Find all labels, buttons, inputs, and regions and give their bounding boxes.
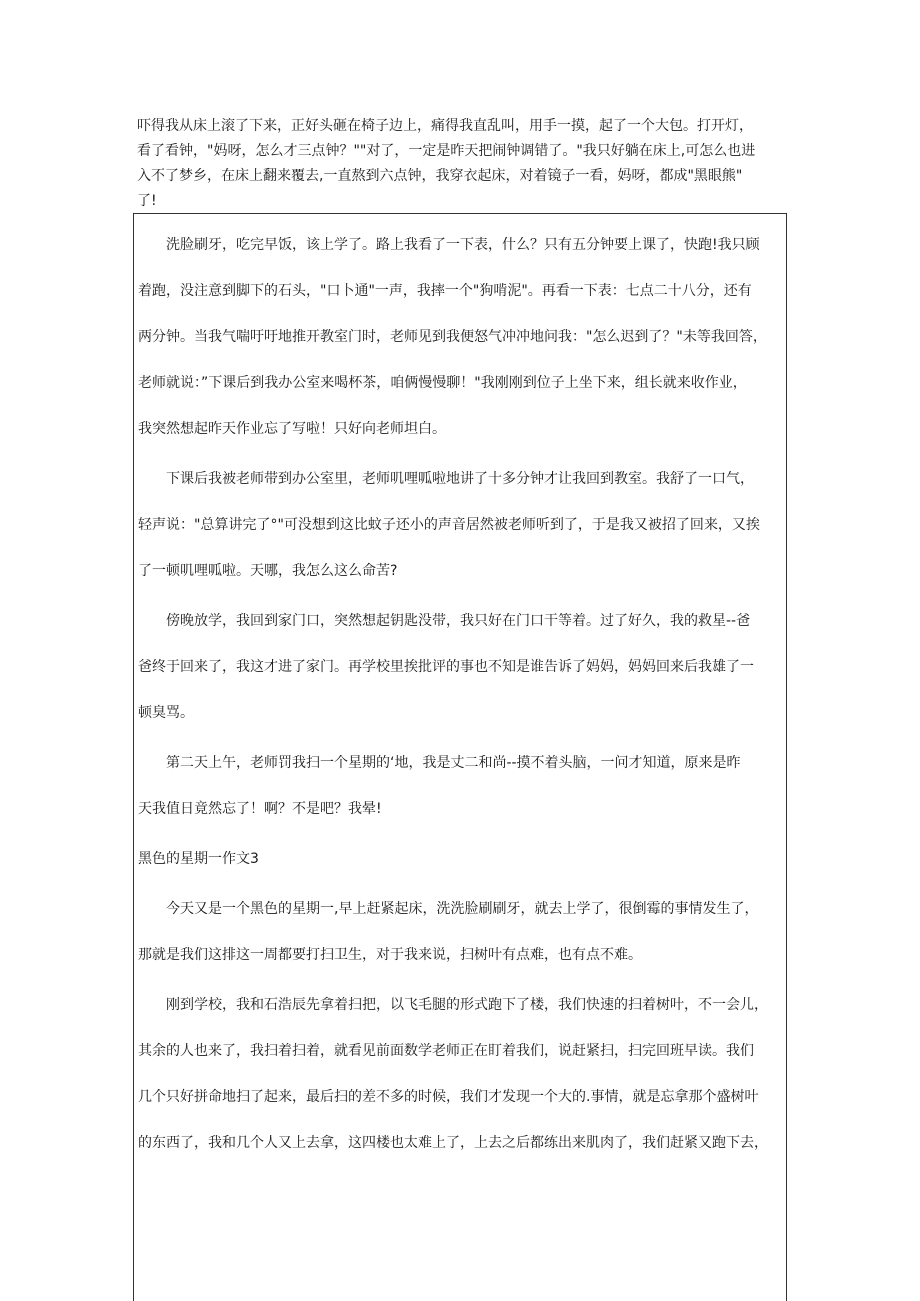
text-line: 看了看钟，"妈呀，怎么才三点钟？""对了，一定是昨天把闹钟调错了。"我只好躺在床上,可怎么也进 (137, 143, 756, 159)
text-line: 入不了梦乡，在床上翻来覆去,一直熬到六点钟，我穿衣起床，对着镜子一看，妈呀，都成"黑眼熊" (137, 168, 743, 184)
text-line: 的东西了，我和几个人又上去拿，这四楼也太难上了，上去之后都练出来肌肉了，我们赶紧又跑下去， (138, 1135, 768, 1151)
text-line: 第二天上午，老师罚我扫一个星期的‘地，我是丈二和尚--摸不着头脑，一问才知道，原来是昨 (166, 755, 741, 771)
text-line: 傍晚放学，我回到家门口，突然想起钥匙没带，我只好在门口干等着。过了好久，我的救星--爸 (166, 613, 751, 629)
text-line: 其余的人也来了，我扫着扫着，就看见前面数学老师正在盯着我们，说赶紧扫，扫完回班早读。我们 (138, 1043, 754, 1059)
text-line: 洗脸刷牙，吃完早饭，该上学了。路上我看了一下表，什么？只有五分钟要上课了，快跑!我只顾 (166, 237, 760, 253)
text-line: 了! (137, 193, 157, 209)
text-line: 几个只好拼命地扫了起来，最后扫的差不多的时候，我们才发现一个大的.事情，就是忘拿那个盛树叶 (138, 1089, 759, 1105)
paragraph-2 (138, 466, 784, 584)
text-line: 两分钟。当我气喘吁吁地推开教室门时，老师见到我便怒气冲冲地问我："怎么迟到了？"未等我回答， (138, 329, 767, 345)
text-line: 那就是我们这排这一周都要打扫卫生，对于我来说，扫树叶有点难，也有点不难。 (138, 947, 642, 963)
frame-content (138, 232, 784, 1180)
text-line: 吓得我从床上滚了下来，正好头砸在椅子边上，痛得我直乱叫，用手一摸，起了一个大包。打开灯， (137, 118, 753, 134)
paragraph-6 (138, 992, 784, 1156)
section-title: 黑色的星期一作文3 (138, 851, 259, 867)
paragraph-3 (138, 608, 784, 726)
text-line: 轻声说："总算讲完了°"可没想到这比蚊子还小的声音居然被老师听到了，于是我又被招了回来，又挨 (138, 517, 760, 533)
text-line: 下课后我被老师带到办公室里，老师叽哩呱啦地讲了十多分钟才让我回到教室。我舒了一口气， (166, 471, 754, 487)
text-line: 刚到学校，我和石浩辰先拿着扫把，以飞毛腿的形式跑下了楼，我们快速的扫着树叶，不一会儿， (166, 997, 768, 1013)
text-line: 天我值日竟然忘了！啊？不是吧？我晕! (138, 801, 382, 817)
top-paragraph (137, 114, 791, 214)
text-line: 我突然想起昨天作业忘了写啦！只好向老师坦白。 (138, 421, 446, 437)
text-line: 爸终于回来了，我这才进了家门。再学校里挨批评的事也不知是谁告诉了妈妈，妈妈回来后我雄了一 (138, 659, 754, 675)
text-line: 顿臭骂。 (138, 705, 194, 721)
paragraph-4 (138, 750, 784, 822)
text-line: 老师就说：”下课后到我办公室来喝杯茶，咱俩慢慢聊！"我刚刚到位子上坐下来，组长就来收作业， (138, 375, 747, 391)
text-line: 今天又是一个黑色的星期一,早上赶紧起床，洗洗脸刷刷牙，就去上学了，很倒霉的事情发生了， (166, 901, 759, 917)
bordered-text-frame (133, 213, 787, 1301)
text-line: 了一顿叽哩呱啦。天哪，我怎么这么命苦? (138, 563, 398, 579)
text-line: 着跑，没注意到脚下的石头，"口卜通"一声，我摔一个"狗啃泥"。再看一下表：七点二十八分，还有 (138, 283, 752, 299)
paragraph-5 (138, 896, 784, 968)
paragraph-1 (138, 232, 784, 442)
